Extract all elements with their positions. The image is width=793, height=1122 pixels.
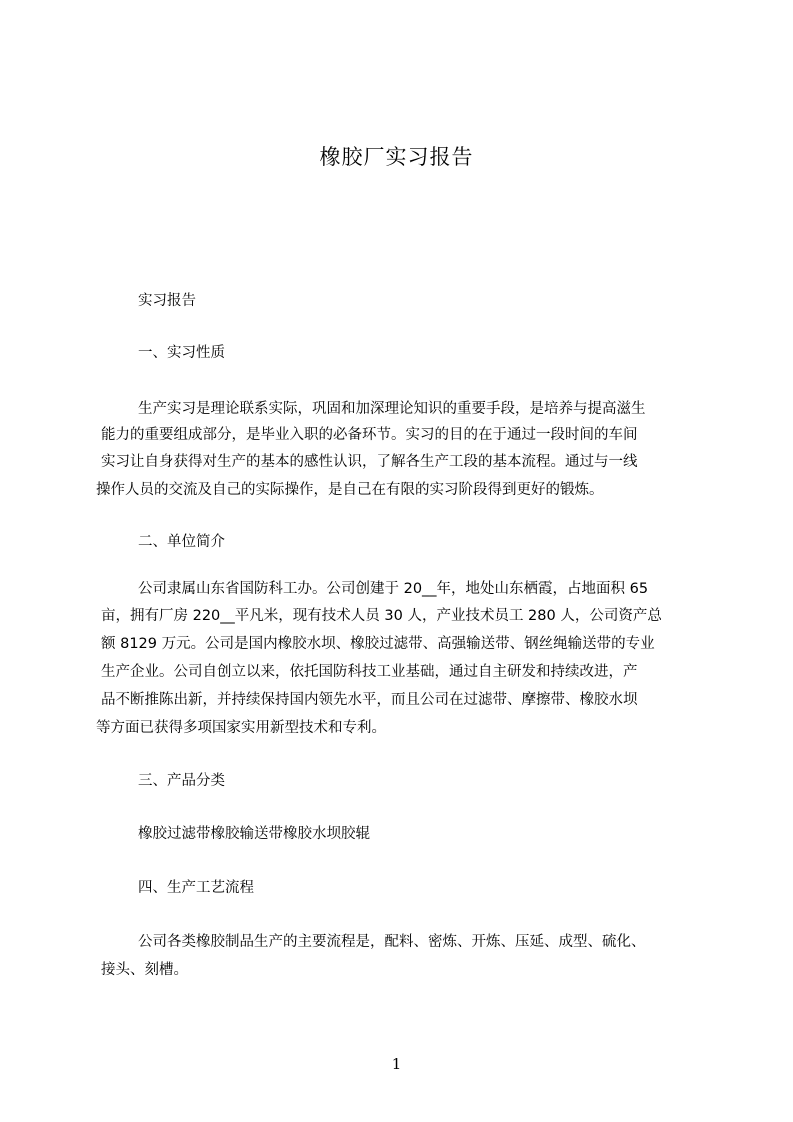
- paragraph-line: 亩，拥有厂房 220__平凡米，现有技术人员 30 人，产业技术员工 280 人，公司资产总: [101, 608, 662, 624]
- paragraph-line: 操作人员的交流及自己的实际操作，是自己在有限的实习阶段得到更好的锻炼。: [96, 482, 604, 498]
- paragraph-line: 实习让自身获得对生产的基本的感性认识，了解各生产工段的基本流程。通过与一线: [101, 454, 638, 470]
- document-title: 橡胶厂实习报告: [319, 145, 474, 169]
- paragraph-line: 生产企业。公司自创立以来，依托国防科技工业基础，通过自主研发和持续改进，产: [101, 664, 638, 680]
- paragraph-line: 额 8129 万元。公司是国内橡胶水坝、橡胶过滤带、高强输送带、钢丝绳输送带的专业: [101, 636, 655, 652]
- section-heading-process: 四、生产工艺流程: [138, 880, 254, 896]
- paragraph-line: 生产实习是理论联系实际，巩固和加深理论知识的重要手段，是培养与提高滋生: [138, 401, 646, 417]
- section-heading-nature: 一、实习性质: [138, 345, 225, 361]
- lead-heading: 实习报告: [138, 293, 196, 309]
- page-number: 1: [391, 1055, 402, 1073]
- product-list: 橡胶过滤带橡胶输送带橡胶水坝胶辊: [138, 826, 370, 842]
- paragraph-line: 等方面已获得多项国家实用新型技术和专利。: [96, 720, 386, 736]
- paragraph-line: 品不断推陈出新，并持续保持国内领先水平，而且公司在过滤带、摩擦带、橡胶水坝: [101, 692, 638, 708]
- paragraph-line: 接头、刻槽。: [101, 962, 188, 978]
- section-heading-company: 二、单位简介: [138, 534, 225, 550]
- paragraph-line: 能力的重要组成部分，是毕业入职的必备环节。实习的目的在于通过一段时间的车间: [101, 427, 638, 443]
- section-heading-products: 三、产品分类: [138, 773, 225, 789]
- paragraph-line: 公司隶属山东省国防科工办。公司创建于 20__年，地处山东栖霞，占地面积 65: [138, 581, 649, 597]
- paragraph-line: 公司各类橡胶制品生产的主要流程是，配料、密炼、开炼、压延、成型、硫化、: [138, 934, 646, 950]
